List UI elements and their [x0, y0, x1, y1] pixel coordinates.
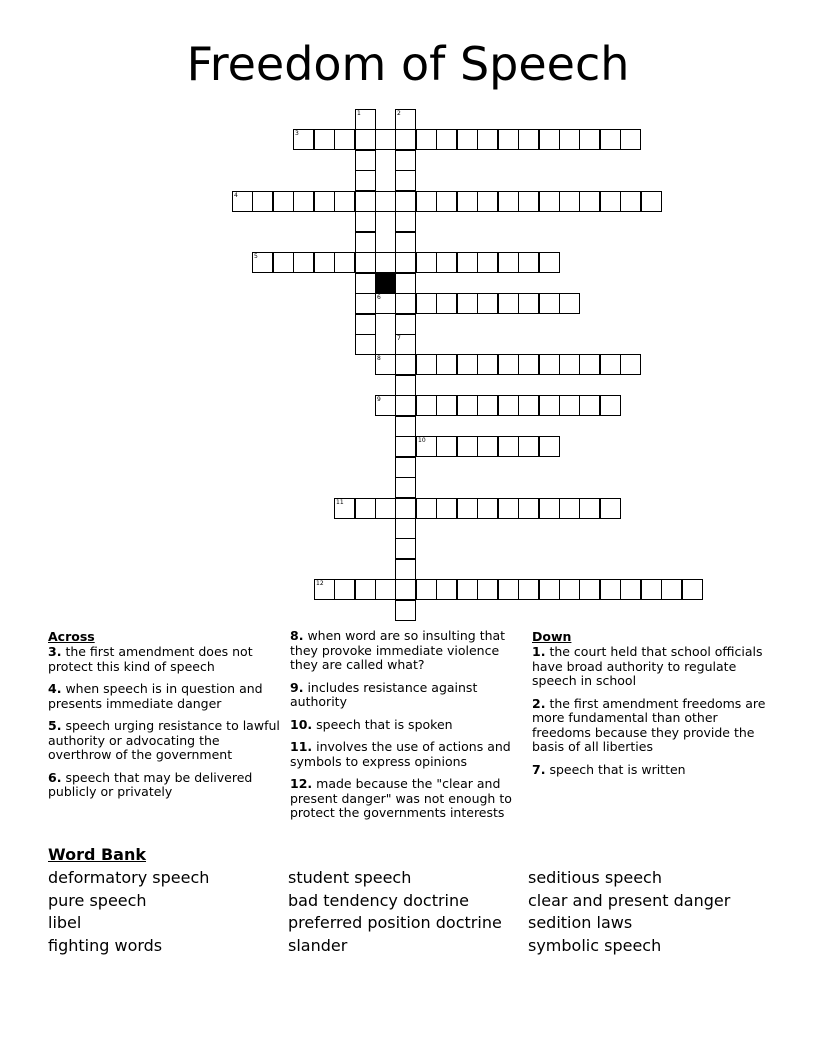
crossword-cell[interactable]	[457, 395, 478, 416]
crossword-cell[interactable]	[620, 129, 641, 150]
crossword-cell[interactable]	[334, 579, 355, 600]
crossword-cell[interactable]	[395, 252, 416, 273]
crossword-cell[interactable]	[416, 191, 437, 212]
crossword-cell[interactable]	[498, 436, 519, 457]
crossword-cell[interactable]	[395, 314, 416, 335]
crossword-cell[interactable]	[559, 579, 580, 600]
crossword-cell[interactable]	[314, 252, 335, 273]
crossword-cell[interactable]	[355, 273, 376, 294]
crossword-cell[interactable]	[416, 252, 437, 273]
crossword-cell[interactable]	[579, 395, 600, 416]
word-bank-item: fighting words	[48, 935, 163, 955]
crossword-cell[interactable]	[600, 354, 621, 375]
crossword-cell[interactable]	[375, 293, 396, 314]
crossword-cell[interactable]	[641, 579, 662, 600]
crossword-cell[interactable]	[620, 191, 641, 212]
crossword-cell[interactable]	[477, 579, 498, 600]
crossword-cell[interactable]	[518, 498, 539, 519]
word-bank-item: clear and present danger	[528, 890, 731, 910]
clue-number: 4	[234, 192, 238, 199]
crossword-cell[interactable]	[395, 150, 416, 171]
crossword-cell[interactable]	[395, 457, 416, 478]
crossword-cell[interactable]	[477, 498, 498, 519]
crossword-cell[interactable]	[395, 232, 416, 253]
crossword-cell[interactable]	[375, 498, 396, 519]
crossword-cell[interactable]	[395, 191, 416, 212]
crossword-cell[interactable]	[375, 191, 396, 212]
crossword-cell[interactable]	[518, 395, 539, 416]
crossword-cell[interactable]	[416, 293, 437, 314]
crossword-cell[interactable]	[416, 129, 437, 150]
crossword-cell[interactable]	[252, 252, 273, 273]
crossword-cell[interactable]	[498, 498, 519, 519]
clue-across-8: 8. when word are so insulting that they provoke immediate violence they are called what?	[290, 628, 506, 672]
crossword-cell[interactable]	[498, 293, 519, 314]
crossword-cell[interactable]	[334, 191, 355, 212]
crossword-cell[interactable]	[600, 579, 621, 600]
crossword-cell[interactable]	[559, 395, 580, 416]
clue-down-2: 2. the first amendment freedoms are more fundamental than other freedoms because they provide the basis of all liberties	[532, 695, 766, 754]
crossword-cell[interactable]	[436, 395, 457, 416]
crossword-cell[interactable]	[600, 498, 621, 519]
clue-across-6: 6. speech that may be delivered publicly or privately	[48, 769, 253, 799]
crossword-cell[interactable]	[539, 293, 560, 314]
crossword-cell[interactable]	[416, 579, 437, 600]
crossword-cell[interactable]	[355, 150, 376, 171]
clue-across-5: 5. speech urging resistance to lawful authority or advocating the overthrow of the government	[48, 718, 280, 762]
crossword-cell[interactable]	[355, 579, 376, 600]
crossword-cell[interactable]	[293, 252, 314, 273]
crossword-cell[interactable]	[457, 293, 478, 314]
across-clues-col1	[48, 629, 280, 808]
crossword-cell[interactable]	[395, 538, 416, 559]
across-heading: Across	[48, 629, 95, 644]
crossword-cell[interactable]	[518, 191, 539, 212]
crossword-cell[interactable]	[539, 579, 560, 600]
crossword-cell[interactable]	[539, 129, 560, 150]
crossword-cell[interactable]	[539, 436, 560, 457]
crossword-cell[interactable]	[477, 395, 498, 416]
crossword-cell[interactable]	[477, 436, 498, 457]
crossword-cell[interactable]	[395, 395, 416, 416]
word-bank-col-1	[48, 867, 209, 957]
crossword-cell[interactable]	[498, 579, 519, 600]
clue-number: 2	[397, 110, 401, 117]
crossword-cell[interactable]	[518, 252, 539, 273]
crossword-cell[interactable]	[375, 579, 396, 600]
crossword-cell[interactable]	[661, 579, 682, 600]
crossword-cell[interactable]	[395, 354, 416, 375]
crossword-cell[interactable]	[395, 109, 416, 130]
crossword-cell[interactable]	[436, 191, 457, 212]
word-bank-item: libel	[48, 913, 82, 932]
crossword-cell[interactable]	[416, 436, 437, 457]
clue-number: 11	[336, 499, 344, 506]
crossword-cell[interactable]	[395, 579, 416, 600]
crossword-cell[interactable]	[539, 252, 560, 273]
crossword-cell[interactable]	[395, 170, 416, 191]
word-bank-item: bad tendency doctrine	[288, 890, 469, 910]
page-title: Freedom of Speech	[186, 37, 630, 91]
crossword-cell[interactable]	[355, 129, 376, 150]
crossword-cell[interactable]	[355, 232, 376, 253]
clue-across-3: 3. the first amendment does not protect this kind of speech	[48, 644, 253, 674]
crossword-cell[interactable]	[518, 293, 539, 314]
crossword-cell[interactable]	[395, 211, 416, 232]
crossword-cell[interactable]	[436, 436, 457, 457]
crossword-cell[interactable]	[355, 293, 376, 314]
crossword-cell[interactable]	[314, 129, 335, 150]
clue-across-10: 10. speech that is spoken	[290, 716, 453, 732]
crossword-cell[interactable]	[395, 436, 416, 457]
clue-down-1: 1. the court held that school officials have broad authority to regulate speech in school	[532, 644, 763, 688]
crossword-cell[interactable]	[395, 334, 416, 355]
crossword-cell[interactable]	[457, 579, 478, 600]
crossword-cell[interactable]	[355, 109, 376, 130]
crossword-cell[interactable]	[355, 314, 376, 335]
across-clues-col2	[290, 629, 526, 829]
crossword-cell[interactable]	[436, 129, 457, 150]
crossword-cell[interactable]	[273, 191, 294, 212]
crossword-cell[interactable]	[232, 191, 253, 212]
crossword-cell[interactable]	[416, 395, 437, 416]
black-cell	[375, 273, 396, 294]
crossword-cell[interactable]	[252, 191, 273, 212]
crossword-cell[interactable]	[579, 579, 600, 600]
crossword-cell[interactable]	[559, 498, 580, 519]
crossword-cell[interactable]	[395, 416, 416, 437]
crossword-cell[interactable]	[375, 129, 396, 150]
crossword-cell[interactable]	[498, 191, 519, 212]
crossword-cell[interactable]	[314, 579, 335, 600]
crossword-cell[interactable]	[395, 129, 416, 150]
word-bank-heading: Word Bank	[48, 845, 147, 864]
clue-across-4: 4. when speech is in question and presents immediate danger	[48, 681, 263, 711]
down-heading: Down	[532, 629, 572, 644]
crossword-cell[interactable]	[334, 498, 355, 519]
clue-number: 3	[295, 130, 299, 137]
clue-number: 9	[377, 396, 381, 403]
crossword-cell[interactable]	[477, 252, 498, 273]
crossword-cell[interactable]	[477, 354, 498, 375]
crossword-cell[interactable]	[334, 252, 355, 273]
crossword-cell[interactable]	[498, 395, 519, 416]
word-bank-item: deformatory speech	[48, 868, 210, 887]
crossword-cell[interactable]	[334, 129, 355, 150]
clue-down-7: 7. speech that is written	[532, 761, 686, 777]
clue-across-12: 12. made because the "clear and present danger" was not enough to protect the governments interests	[290, 776, 512, 820]
word-bank-item: seditious speech	[528, 868, 662, 887]
clue-number: 12	[316, 580, 324, 587]
crossword-cell[interactable]	[436, 354, 457, 375]
crossword-cell[interactable]	[273, 252, 294, 273]
crossword-cell[interactable]	[416, 498, 437, 519]
word-bank-item: slander	[288, 935, 348, 955]
crossword-cell[interactable]	[395, 273, 416, 294]
crossword-cell[interactable]	[498, 354, 519, 375]
down-clues	[532, 629, 772, 785]
crossword-cell[interactable]	[559, 354, 580, 375]
crossword-cell[interactable]	[416, 354, 437, 375]
crossword-cell[interactable]	[314, 191, 335, 212]
clue-across-11: 11. involves the use of actions and symbols to express opinions	[290, 739, 511, 769]
crossword-cell[interactable]	[539, 191, 560, 212]
clue-across-9: 9. includes resistance against authority	[290, 679, 478, 709]
crossword-cell[interactable]	[395, 293, 416, 314]
clue-number: 8	[377, 355, 381, 362]
crossword-cell[interactable]	[355, 170, 376, 191]
crossword-cell[interactable]	[457, 354, 478, 375]
crossword-cell[interactable]	[395, 498, 416, 519]
crossword-cell[interactable]	[395, 559, 416, 580]
crossword-cell[interactable]	[518, 354, 539, 375]
crossword-cell[interactable]	[457, 252, 478, 273]
crossword-cell[interactable]	[518, 129, 539, 150]
word-bank-col-2	[288, 867, 502, 957]
crossword-cell[interactable]	[600, 191, 621, 212]
clue-number: 7	[397, 335, 401, 342]
crossword-cell[interactable]	[641, 191, 662, 212]
crossword-cell[interactable]	[355, 334, 376, 355]
crossword-cell[interactable]	[436, 579, 457, 600]
crossword-cell[interactable]	[457, 436, 478, 457]
crossword-cell[interactable]	[559, 191, 580, 212]
crossword-cell[interactable]	[293, 129, 314, 150]
crossword-cell[interactable]	[355, 252, 376, 273]
crossword-cell[interactable]	[498, 129, 519, 150]
crossword-cell[interactable]	[457, 191, 478, 212]
word-bank-item: pure speech	[48, 890, 147, 910]
clue-number: 10	[418, 437, 426, 444]
crossword-cell[interactable]	[457, 129, 478, 150]
crossword-cell[interactable]	[477, 129, 498, 150]
crossword-cell[interactable]	[355, 211, 376, 232]
crossword-cell[interactable]	[579, 498, 600, 519]
crossword-cell[interactable]	[600, 395, 621, 416]
crossword-cell[interactable]	[436, 498, 457, 519]
crossword-cell[interactable]	[539, 498, 560, 519]
crossword-cell[interactable]	[539, 354, 560, 375]
clue-number: 1	[357, 110, 361, 117]
word-bank-item: preferred position doctrine	[288, 913, 502, 932]
clue-number: 6	[377, 294, 381, 301]
crossword-cell[interactable]	[395, 477, 416, 498]
word-bank-item: sedition laws	[528, 913, 633, 932]
crossword-cell[interactable]	[355, 191, 376, 212]
crossword-cell[interactable]	[477, 191, 498, 212]
crossword-cell[interactable]	[498, 252, 519, 273]
crossword-cell[interactable]	[620, 579, 641, 600]
crossword-cell[interactable]	[477, 293, 498, 314]
crossword-cell[interactable]	[579, 191, 600, 212]
crossword-cell[interactable]	[375, 395, 396, 416]
crossword-cell[interactable]	[559, 293, 580, 314]
crossword-cell[interactable]	[539, 395, 560, 416]
word-bank-col-3	[528, 867, 730, 957]
clue-number: 5	[254, 253, 258, 260]
crossword-cell[interactable]	[559, 129, 580, 150]
crossword-cell[interactable]	[620, 354, 641, 375]
crossword-cell[interactable]	[457, 498, 478, 519]
crossword-cell[interactable]	[436, 252, 457, 273]
crossword-cell[interactable]	[600, 129, 621, 150]
crossword-cell[interactable]	[579, 129, 600, 150]
crossword-cell[interactable]	[375, 252, 396, 273]
crossword-cell[interactable]	[375, 354, 396, 375]
crossword-cell[interactable]	[518, 436, 539, 457]
crossword-cell[interactable]	[682, 579, 703, 600]
crossword-cell[interactable]	[395, 600, 416, 621]
crossword-cell[interactable]	[395, 375, 416, 396]
crossword-cell[interactable]	[293, 191, 314, 212]
word-bank-item: student speech	[288, 868, 412, 887]
crossword-cell[interactable]	[355, 498, 376, 519]
crossword-cell[interactable]	[518, 579, 539, 600]
crossword-cell[interactable]	[579, 354, 600, 375]
crossword-cell[interactable]	[436, 293, 457, 314]
crossword-cell[interactable]	[395, 518, 416, 539]
word-bank-item: symbolic speech	[528, 935, 662, 955]
